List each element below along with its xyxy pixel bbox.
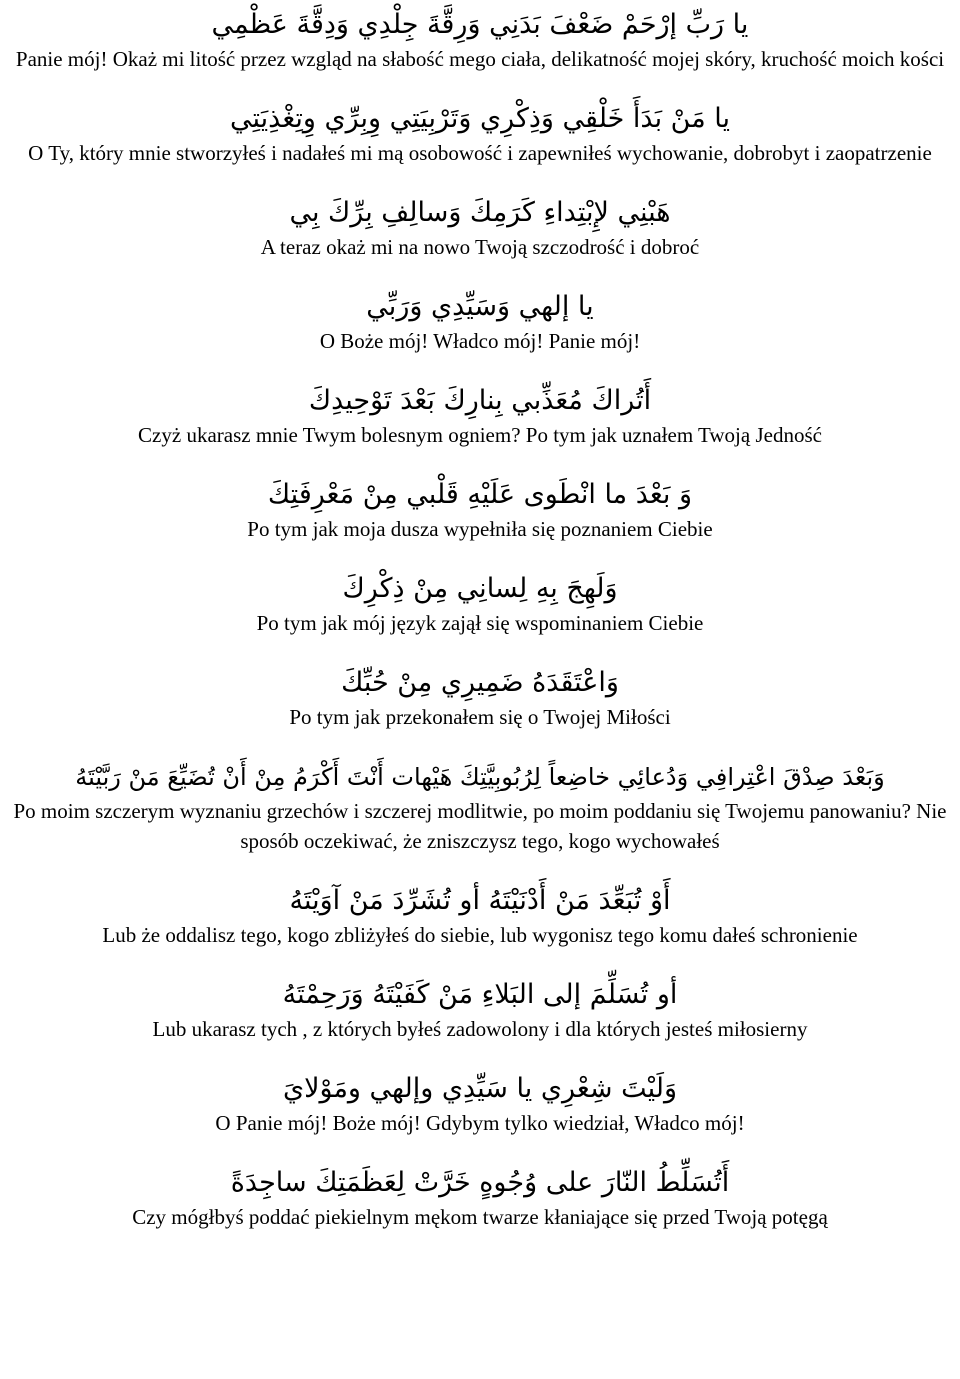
verse-11 (0, 976, 960, 1044)
polish-translation: Po tym jak mój język zajął się wspominaniem Ciebie (256, 611, 704, 635)
verse-1 (0, 6, 960, 74)
polish-translation: Lub że oddalisz tego, kogo zbliżyłeś do siebie, lub wygonisz tego komu dałeś schronienie (102, 923, 858, 947)
arabic-line: يا مَنْ بَدَأَ خَلْقِي وَذِكْرِي وَتَرْبِيَتِي وِبِرِّي وِتِغْذِيَتِي (229, 103, 731, 134)
arabic-line: هَبْنِي لإِبْتِداءِ كَرَمِكَ وَسالِفِ بِرِّكَ بِي (289, 197, 671, 228)
polish-translation: O Boże mój! Władco mój! Panie mój! (319, 329, 641, 353)
polish-translation: Lub ukarasz tych , z których byłeś zadowolony i dla których jesteś miłosierny (152, 1017, 808, 1041)
arabic-line: وَاعْتَقَدَهُ ضَمِيرِي مِنْ حُبِّكَ (341, 667, 619, 698)
verse-10 (0, 882, 960, 950)
polish-translation: Czy mógłbyś poddać piekielnym mękom twarze kłaniające się przed Twoją potęgą (132, 1205, 828, 1229)
verse-8 (0, 664, 960, 732)
arabic-line: أَوْ تُبَعِّدَ مَنْ أَدْنَيْتَهُ أو تُشَرِّدَ مَنْ آوَيْتَهُ (289, 885, 671, 916)
polish-translation: O Ty, który mnie stworzyłeś i nadałeś mi mą osobowość i zapewniłeś wychowanie, dobrobyt i zaopatrzenie (28, 141, 932, 165)
polish-translation: O Panie mój! Boże mój! Gdybym tylko wiedział, Władco mój! (215, 1111, 745, 1135)
verse-9 (0, 758, 960, 856)
verse-6 (0, 476, 960, 544)
polish-translation: Panie mój! Okaż mi litość przez wzgląd na słabość mego ciała, delikatność mojej skóry, kruchość moich kości (15, 47, 945, 71)
arabic-line: وَ بَعْدَ ما انْطَوى عَلَيْهِ قَلْبي مِنْ مَعْرِفَتِكَ (267, 479, 693, 510)
arabic-line: أو تُسَلِّمَ إلى البَلاءِ مَنْ كَفَيْتَهُ وَرَحِمْتَهُ (282, 979, 678, 1010)
arabic-line: وَلَيْتَ شِعْرِي يا سَيِّدِي وإلهي ومَوْلايَ (282, 1073, 678, 1104)
arabic-line: أَتُراكَ مُعَذِّبي بِنارِكَ بَعْدَ تَوْحِيدِكَ (308, 385, 652, 416)
polish-translation: Czyż ukarasz mnie Twym bolesnym ogniem? Po tym jak uznałem Twoją Jedność (138, 423, 822, 447)
verse-3 (0, 194, 960, 262)
arabic-line: وَلَهِجَ بِهِ لِسانِي مِنْ ذِكْرِكَ (342, 573, 618, 604)
polish-translation: A teraz okaż mi na nowo Twoją szczodrość i dobroć (260, 235, 700, 259)
verse-4 (0, 288, 960, 356)
arabic-line: يا رَبِّ إرْحَمْ ضَعْفَ بَدَنِي وَرِقَّةَ جِلْدِي وَدِقَّةَ عَظْمِي (211, 9, 749, 40)
polish-translation: Po tym jak przekonałem się o Twojej Miłości (289, 705, 671, 729)
arabic-line: أَتُسَلِّطُ النّارَ على وُجُوهٍ خَرَّتْ لِعَظَمَتِكَ ساجِدَةً (230, 1167, 730, 1198)
verse-7 (0, 570, 960, 638)
polish-translation: Po moim szczerym wyznaniu grzechów i szczerej modlitwie, po moim poddaniu się Twojemu panowaniu? Nie sposób oczekiwać, że zniszczysz tego, kogo wychowałeś (13, 799, 947, 853)
polish-translation: Po tym jak moja dusza wypełniła się poznaniem Ciebie (247, 517, 713, 541)
verse-list (0, 6, 960, 1232)
arabic-line: وَبَعْدَ صِدْقَ اعْتِرافِي وَدُعائِي خاضِعاً لِرُبُوبِيَّتِكَ هَيْهات أَنْتَ أَكْرَمُ مِنْ أَنْ تُضَيِّعَ مَنْ رَبَّيْتَهُ (75, 763, 885, 791)
arabic-line: يا إلهي وَسَيِّدِي وَرَبِّي (366, 291, 594, 322)
verse-5 (0, 382, 960, 450)
verse-2 (0, 100, 960, 168)
verse-13 (0, 1164, 960, 1232)
verse-12 (0, 1070, 960, 1138)
